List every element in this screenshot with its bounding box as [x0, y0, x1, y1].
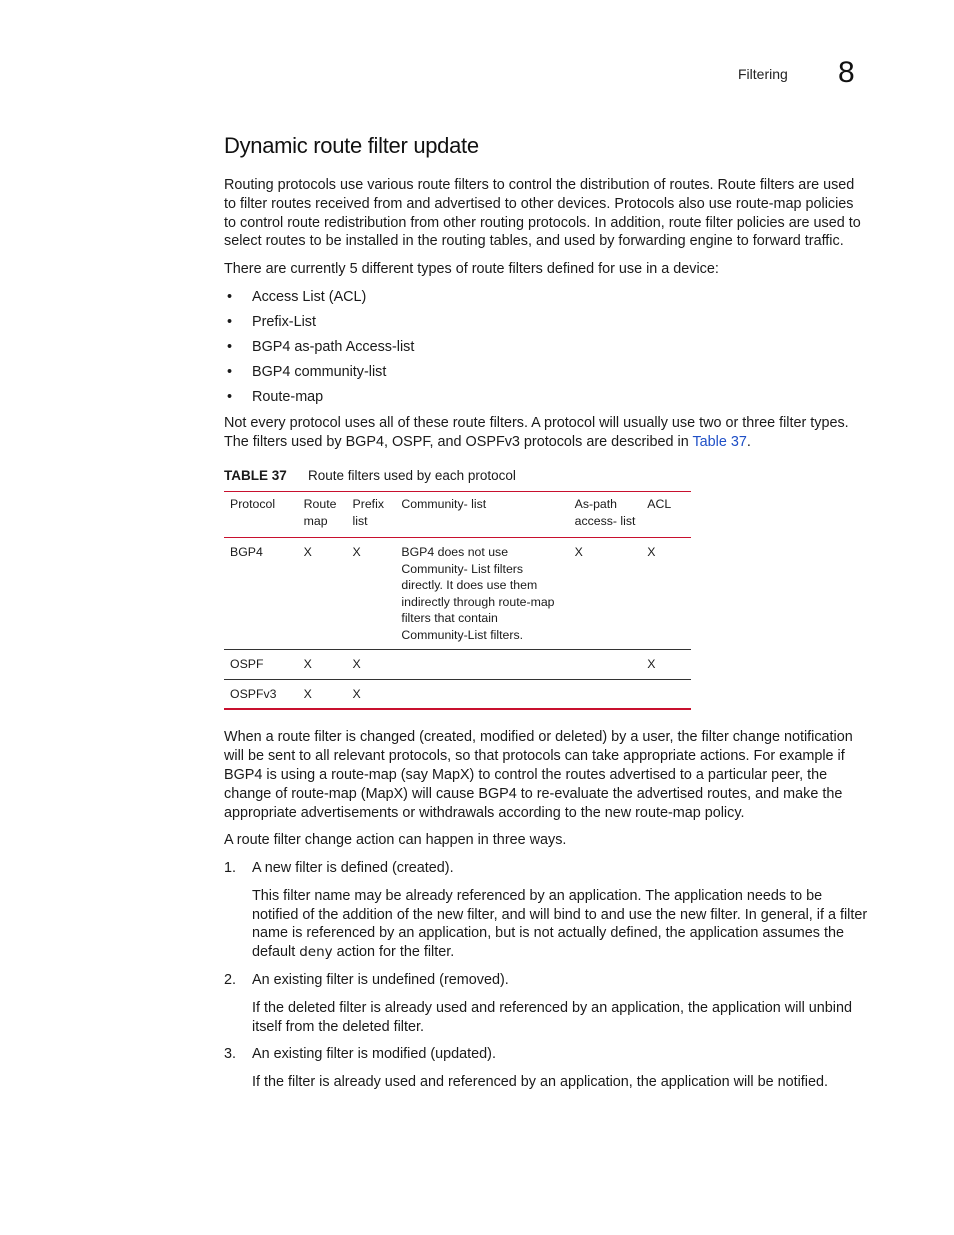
table-number: TABLE 37: [224, 468, 287, 484]
table-row: [224, 679, 691, 709]
keyword-deny: deny: [299, 944, 333, 961]
step-number: 2.: [224, 972, 237, 989]
table-cell: OSPFv3: [230, 686, 277, 701]
table-caption-text: Route filters used by each protocol: [308, 468, 516, 484]
step-number: 3.: [224, 1046, 237, 1063]
filter-types-list: [224, 288, 869, 407]
types-intro: There are currently 5 different types of route filters defined for use in a device:: [224, 261, 719, 278]
column-header-prefix-list: Prefix list: [352, 497, 384, 528]
bullet-icon: •: [227, 313, 233, 330]
bullet-icon: •: [227, 388, 233, 405]
table-cell: X: [303, 657, 312, 672]
table-cell: X: [352, 545, 361, 560]
step-body: This filter name may be already referenced by an application. The application needs to be notified of the addition of the new filter, and will bind to and use the new filter. In general, if a filter name is referenced by an application, but is not actually defined, the application assumes the default deny action for the filter.: [252, 887, 868, 961]
table-37-link[interactable]: Table 37: [692, 433, 747, 450]
ways-intro: A route filter change action can happen in three ways.: [224, 832, 567, 849]
route-filters-table: [224, 491, 691, 710]
step-heading: An existing filter is modified (updated).: [252, 1046, 496, 1063]
table-cell: X: [574, 545, 583, 560]
list-item: [224, 1045, 869, 1092]
list-item: • BGP4 as-path Access-list: [227, 338, 415, 355]
table-cell: [569, 679, 642, 709]
table-header-row: [224, 492, 691, 538]
table-caption: [224, 467, 869, 485]
table-cell: X: [647, 657, 656, 672]
column-header-community-list: Community- list: [401, 497, 487, 512]
column-header-as-path-access-list: As-path access- list: [574, 497, 636, 528]
table-cell: X: [352, 657, 361, 672]
table-cell: [641, 679, 691, 709]
list-item: • Prefix-List: [227, 313, 316, 330]
column-header-acl: ACL: [647, 497, 672, 512]
step-number: 1.: [224, 860, 237, 877]
list-item: • Access List (ACL): [227, 288, 367, 305]
list-item: • BGP4 community-list: [227, 363, 387, 380]
table-cell: [395, 650, 568, 680]
table-cell: [569, 650, 642, 680]
usage-paragraph: Not every protocol uses all of these route filters. A protocol will usually use two or three filter types. The filters used by BGP4, OSPF, and OSPFv3 protocols are described in Table 37.: [224, 414, 849, 450]
bullet-icon: •: [227, 363, 233, 380]
table-row: [224, 538, 691, 650]
change-actions-list: [224, 859, 869, 1092]
list-item: [224, 859, 869, 962]
table-cell: [395, 679, 568, 709]
column-header-protocol: Protocol: [230, 497, 276, 512]
bullet-icon: •: [227, 338, 233, 355]
column-header-route-map: Route map: [303, 497, 337, 528]
table-cell: X: [303, 686, 312, 701]
table-cell: X: [303, 545, 312, 560]
step-body: If the filter is already used and referenced by an application, the application will be notified.: [252, 1074, 828, 1091]
table-cell: BGP4: [230, 545, 263, 560]
change-notification-paragraph: When a route filter is changed (created, modified or deleted) by a user, the filter change notification will be sent to all relevant protocols, so that protocols can take appropriate actions. For example if BGP4 is using a route-map (say MapX) to control the routes advertised to a particular peer, the change of route-map (MapX) will cause BGP4 to re-evaluate the advertised routes, and make the appropriate advertisements or withdrawals according to the new route-map policy.: [224, 729, 853, 821]
table-cell: X: [647, 545, 656, 560]
bullet-icon: •: [227, 288, 233, 305]
page-title: Dynamic route filter update: [224, 133, 479, 158]
list-item: • Route-map: [227, 388, 324, 405]
header-chapter-number: 8: [838, 56, 855, 89]
intro-paragraph: Routing protocols use various route filters to control the distribution of routes. Route filters are used to filter routes received from and advertised to other devices. Protocols also use route-map policies to control route redistribution from other routing protocols. In addition, route filter policies are used to select routes to be installed in the routing tables, and used by forwarding engine to forward traffic.: [224, 177, 861, 250]
table-row: [224, 650, 691, 680]
page-content: [224, 130, 869, 1101]
step-heading: A new filter is defined (created).: [252, 860, 454, 877]
list-item: [224, 971, 869, 1036]
table-cell: OSPF: [230, 657, 264, 672]
table-cell: BGP4 does not use Community- List filters directly. It does use them indirectly through route-map filters that contain Community-List filters.: [401, 545, 555, 642]
table-cell: X: [352, 686, 361, 701]
running-header: [0, 56, 954, 92]
step-body: If the deleted filter is already used and referenced by an application, the application will unbind itself from the deleted filter.: [252, 999, 852, 1035]
step-heading: An existing filter is undefined (removed).: [252, 972, 509, 989]
header-section-title: Filtering: [738, 66, 788, 82]
